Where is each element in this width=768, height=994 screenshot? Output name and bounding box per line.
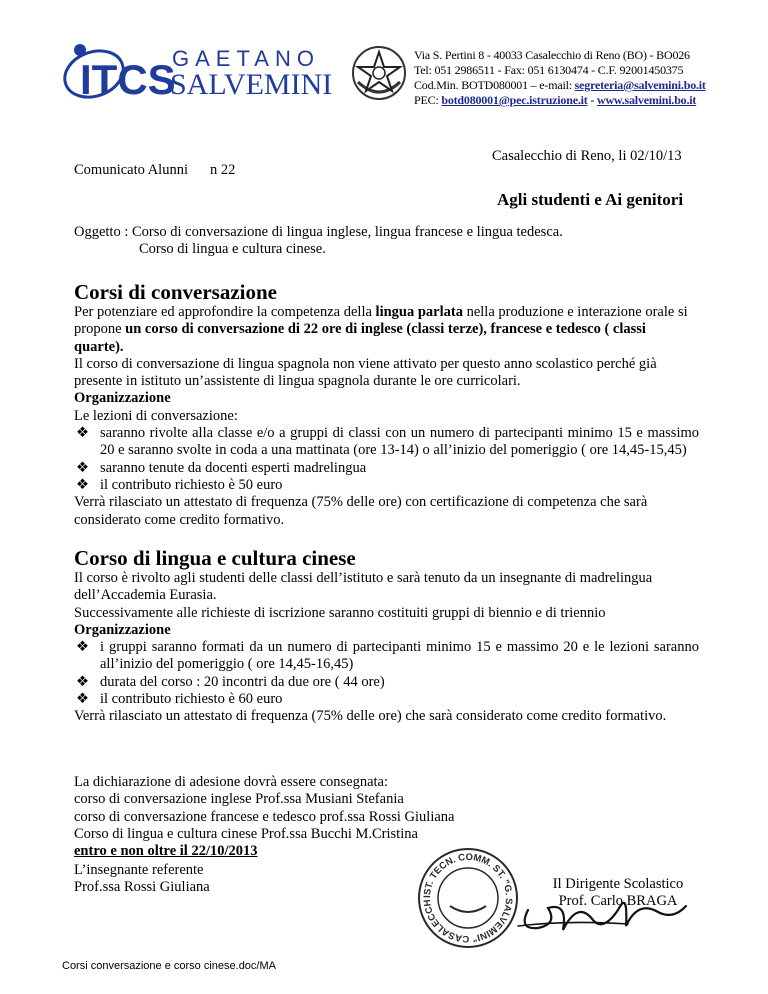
section1-intro: Le lezioni di conversazione:: [74, 407, 238, 424]
list-item: ❖ i gruppi saranno formati da un numero di partecipanti minimo 15 e massimo 20 e le lezioni saranno all’inizio del pomeriggio ( ore 14,45-16,45): [76, 639, 699, 673]
school-logo: [62, 36, 337, 116]
adesione-block: [74, 774, 694, 860]
section2-org-heading: Organizzazione: [74, 621, 171, 638]
section2-p2: Successivamente alle richieste di iscrizione saranno costituiti gruppi di biennio e di triennio: [74, 604, 606, 621]
referente-block: [74, 862, 210, 897]
adesione-intro: La dichiarazione di adesione dovrà essere consegnata:: [74, 774, 389, 790]
section1-title: Corsi di conversazione: [74, 280, 277, 304]
website-link[interactable]: www.salvemini.bo.it: [596, 93, 697, 107]
oggetto-block: [74, 224, 714, 259]
comunicato-label: Comunicato Alunni: [74, 162, 188, 178]
oggetto-line1: Oggetto : Corso di conversazione di lingua inglese, lingua francese e lingua tedesca.: [74, 224, 563, 240]
section1-body: [74, 304, 699, 529]
referente-name: Prof.ssa Rossi Giuliana: [74, 879, 210, 896]
section2-bullets: [74, 639, 699, 708]
adesione-line: corso di conversazione inglese Prof.ssa Musiani Stefania: [74, 791, 404, 808]
dirigente-label: Il Dirigente Scolastico: [552, 876, 684, 892]
adesione-deadline: entro e non oltre il 22/10/2013: [74, 843, 258, 860]
section1-p1: Per potenziare ed approfondire la competenza della lingua parlata nella produzione e interazione orale si propone un corso di conversazione di 22 ore di inglese (classi terze), francese e tedesco ( classi quarte).: [74, 304, 688, 355]
emblem-star-icon: [348, 42, 410, 104]
list-item: ❖ saranno tenute da docenti esperti madrelingua: [76, 459, 367, 476]
section2-title: Corso di lingua e cultura cinese: [74, 546, 356, 570]
section1-bullets: [74, 425, 699, 494]
header-address-block: [414, 48, 734, 108]
bullet-diamond-icon: ❖: [76, 425, 89, 442]
bullet-diamond-icon: ❖: [76, 639, 89, 656]
header-phone: Tel: 051 2986511 - Fax: 051 6130474 - C.F. 92001450375: [414, 63, 684, 77]
bullet-diamond-icon: ❖: [76, 673, 89, 690]
section1-closing: Verrà rilasciato un attestato di frequenza (75% delle ore) con certificazione di competenza che sarà considerato come credito formativo.: [74, 494, 648, 528]
logo-salvemini-text: SALVEMINI: [170, 68, 333, 101]
place-date: Casalecchio di Reno, li 02/10/13: [492, 148, 682, 164]
adesione-line: corso di conversazione francese e tedesco prof.ssa Rossi Giuliana: [74, 808, 455, 825]
list-item: ❖ saranno rivolte alla classe e/o a gruppi di classi con un numero di partecipanti minimo 15 e massimo 20 e saranno svolte in coda a una mattinata (ore 13-14) o all’inizio del pomeriggio ( ore 14,45-15,45): [76, 425, 699, 459]
dirigente-name: Prof. Carlo BRAGA: [558, 893, 678, 910]
school-stamp: [416, 846, 520, 950]
header-codmin: Cod.Min. BOTD080001 – e-mail: segreteria@salvemini.bo.it: [414, 78, 706, 92]
referente-label: L’insegnante referente: [74, 862, 204, 878]
list-item: ❖ il contributo richiesto è 60 euro: [76, 691, 283, 708]
section2-closing: Verrà rilasciato un attestato di frequenza (75% delle ore) che sarà considerato come credito formativo.: [74, 708, 667, 725]
footer-filename: Corsi conversazione e corso cinese.doc/MA: [62, 960, 276, 972]
logo-gaetano-text: GAETANO: [172, 46, 320, 71]
section1-p2: Il corso di conversazione di lingua spagnola non viene attivato per questo anno scolastico perché già presente in istituto un’assistente di lingua spagnola durante le ore curricolari.: [74, 355, 657, 390]
comunicato-number: n 22: [210, 162, 236, 178]
pec-link[interactable]: botd080001@pec.istruzione.it: [441, 93, 588, 107]
header-address: Via S. Pertini 8 - 40033 Casalecchio di Reno (BO) - BO026: [414, 48, 690, 62]
logo-swoosh-icon: [62, 36, 337, 116]
oggetto-line2: Corso di lingua e cultura cinese.: [139, 241, 326, 258]
signature: [508, 880, 688, 940]
stamp-text: IST. TECN. COMM. ST. "G. SALVEMINI" CASALECCH: [421, 851, 515, 945]
stamp-seal-icon: [416, 846, 520, 950]
logo-itcs-text: ITCS: [80, 56, 176, 103]
republic-emblem: [348, 42, 410, 104]
header-pec: PEC: botd080001@pec.istruzione.it - www.salvemini.bo.it: [414, 93, 697, 107]
section1-org-heading: Organizzazione: [74, 390, 171, 407]
section2-body: [74, 570, 699, 726]
list-item: ❖ durata del corso : 20 incontri da due ore ( 44 ore): [76, 673, 385, 690]
bullet-diamond-icon: ❖: [76, 691, 89, 708]
email-link[interactable]: segreteria@salvemini.bo.it: [574, 78, 706, 92]
adesione-line: Corso di lingua e cultura cinese Prof.ssa Bucchi M.Cristina: [74, 825, 418, 842]
section2-p1: Il corso è rivolto agli studenti delle classi dell’istituto e sarà tenuto da un insegnante di madrelingua dell’Accademia Eurasia.: [74, 570, 653, 604]
list-item: ❖ il contributo richiesto è 50 euro: [76, 476, 283, 493]
recipients: Agli studenti e Ai genitori: [497, 190, 684, 209]
signature-scribble-icon: [508, 880, 688, 940]
bullet-diamond-icon: ❖: [76, 459, 89, 476]
bullet-diamond-icon: ❖: [76, 476, 89, 493]
